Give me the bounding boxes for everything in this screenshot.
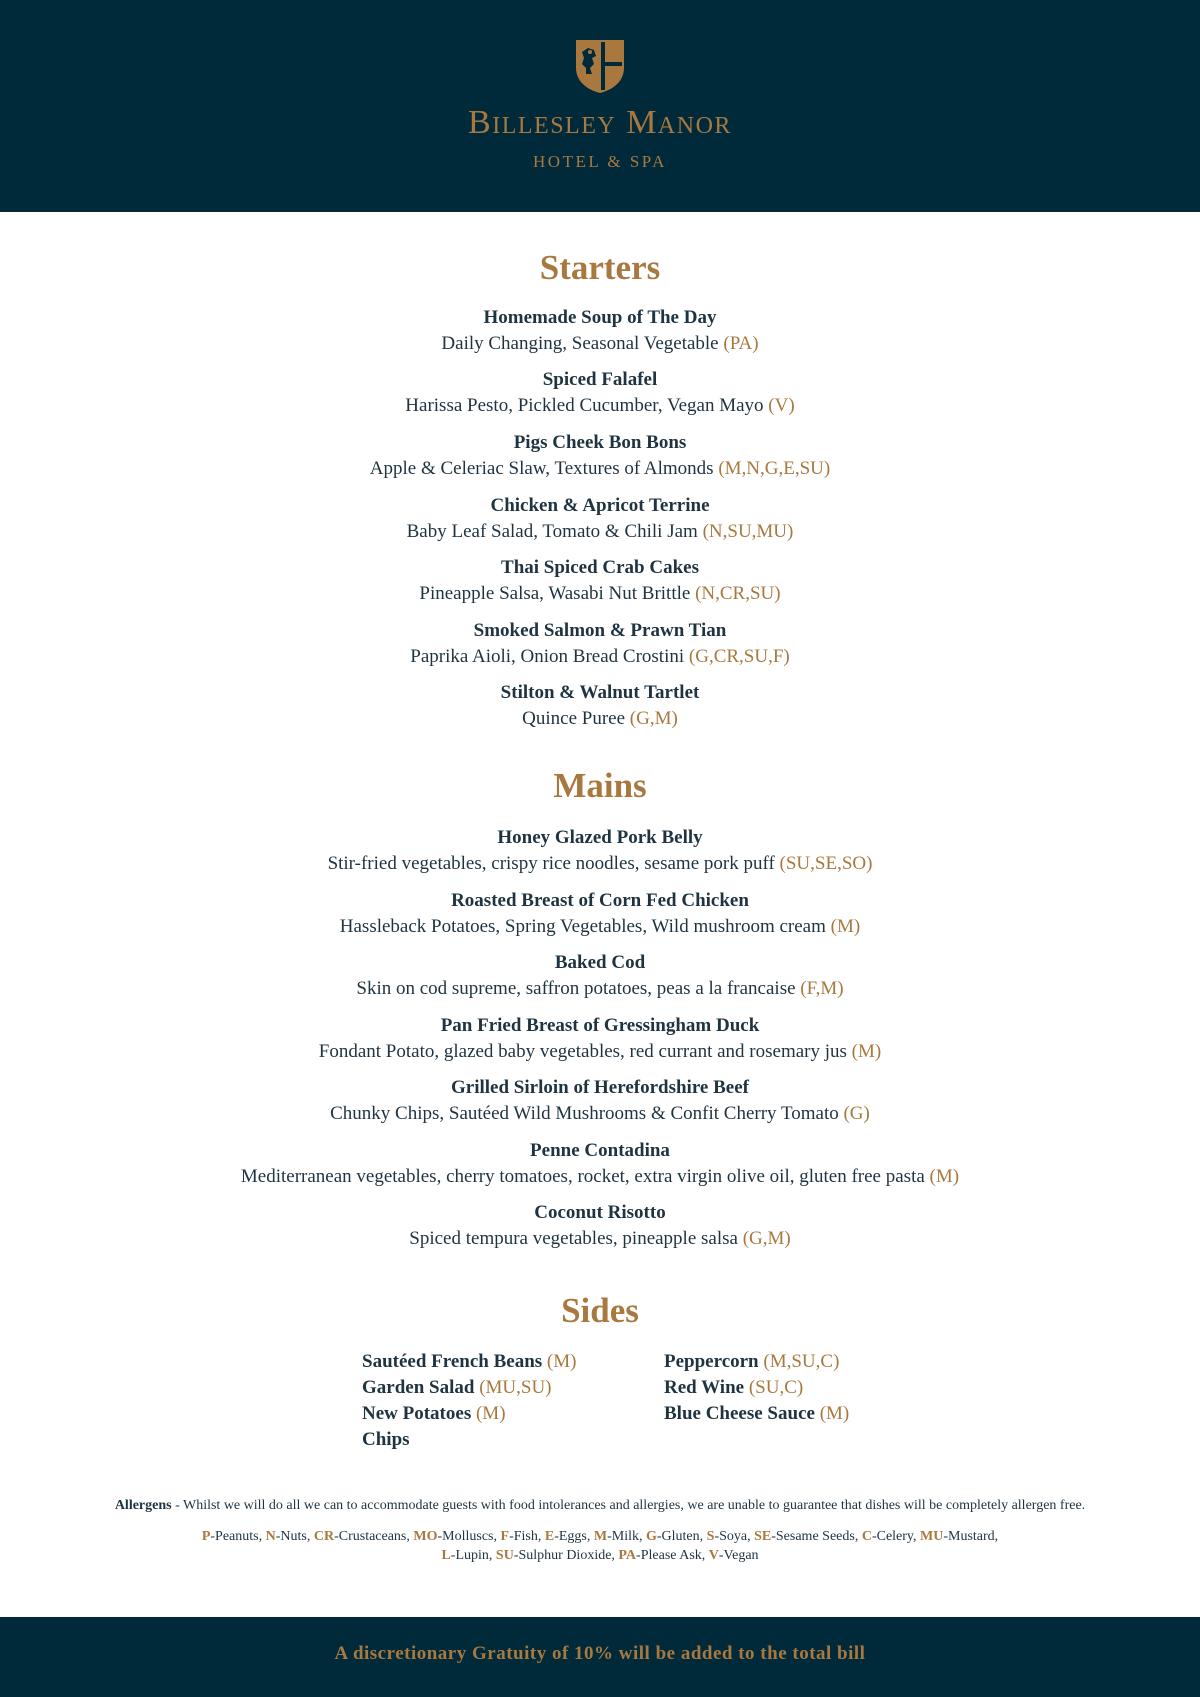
allergen-codes: (G,M)	[742, 1228, 791, 1249]
dish-name: Spiced Falafel	[542, 369, 658, 390]
menu-item	[0, 555, 1200, 607]
sides-column-right	[664, 1349, 849, 1427]
dish-name: Coconut Risotto	[534, 1202, 666, 1223]
section-title-starters: Starters	[539, 248, 661, 287]
dish-name: Baked Cod	[554, 952, 646, 973]
brand-name: Billesley Manor	[468, 104, 732, 141]
allergen-disclaimer	[0, 1498, 1200, 1514]
allergen-codes: (M)	[851, 1041, 882, 1062]
menu-item	[0, 1013, 1200, 1065]
dish-name: Penne Contadina	[530, 1140, 670, 1161]
dish-desc: Apple & Celeriac Slaw, Textures of Almonds (M,N,G,E,SU)	[369, 458, 831, 479]
menu-item	[0, 1075, 1200, 1127]
dish-desc: Chunky Chips, Sautéed Wild Mushrooms & Confit Cherry Tomato (G)	[330, 1103, 870, 1124]
dish-desc: Stir-fried vegetables, crispy rice noodles, sesame pork puff (SU,SE,SO)	[327, 853, 873, 874]
dish-desc: Pineapple Salsa, Wasabi Nut Brittle (N,CR,SU)	[419, 583, 781, 604]
allergen-key	[0, 1527, 1200, 1565]
dish-desc: Fondant Potato, glazed baby vegetables, red currant and rosemary jus (M)	[318, 1041, 882, 1062]
allergen-codes: (PA)	[723, 333, 759, 354]
allergen-codes: (SU,SE,SO)	[779, 853, 873, 874]
menu-item	[0, 305, 1200, 357]
allergen-label: Allergens	[114, 1498, 172, 1513]
sides-list	[0, 1349, 1200, 1459]
menu-item	[0, 493, 1200, 545]
dish-desc: Hassleback Potatoes, Spring Vegetables, Wild mushroom cream (M)	[339, 916, 861, 937]
dish-name: Grilled Sirloin of Herefordshire Beef	[451, 1077, 749, 1098]
side-item: Chips	[362, 1429, 410, 1450]
allergen-codes: (G,M)	[629, 708, 678, 729]
allergen-codes: (G,CR,SU,F)	[688, 646, 790, 667]
brand-subtitle: HOTEL & SPA	[533, 152, 667, 171]
dish-name: Smoked Salmon & Prawn Tian	[473, 620, 727, 641]
allergen-codes: (M)	[830, 916, 861, 937]
dish-desc: Daily Changing, Seasonal Vegetable (PA)	[441, 333, 759, 354]
side-item: Garden Salad (MU,SU)	[362, 1377, 552, 1398]
menu-item	[0, 430, 1200, 482]
dish-desc: Paprika Aioli, Onion Bread Crostini (G,CR,SU,F)	[410, 646, 790, 667]
allergen-codes: (N,SU,MU)	[702, 521, 794, 542]
dish-name: Homemade Soup of The Day	[483, 307, 717, 328]
side-item: Sautéed French Beans (M)	[362, 1351, 577, 1372]
dish-name: Honey Glazed Pork Belly	[497, 827, 703, 848]
allergen-codes: (N,CR,SU)	[695, 583, 781, 604]
allergen-codes: (G)	[843, 1103, 870, 1124]
dish-name: Stilton & Walnut Tartlet	[500, 682, 700, 703]
side-item: New Potatoes (M)	[362, 1403, 506, 1424]
dish-desc: Harissa Pesto, Pickled Cucumber, Vegan Mayo (V)	[405, 395, 795, 416]
menu-item	[0, 1200, 1200, 1252]
allergen-codes: (M)	[929, 1166, 960, 1187]
dish-desc: Skin on cod supreme, saffron potatoes, peas a la francaise (F,M)	[356, 978, 844, 999]
section-title-sides: Sides	[561, 1291, 639, 1330]
side-item: Peppercorn (M,SU,C)	[664, 1351, 840, 1372]
menu-item	[0, 618, 1200, 670]
allergen-key-line-2: L-Lupin, SU-Sulphur Dioxide, PA-Please Ask, V-Vegan	[441, 1548, 759, 1563]
menu-item	[0, 1138, 1200, 1190]
menu-item	[0, 950, 1200, 1002]
gratuity-notice: A discretionary Gratuity of 10% will be added to the total bill	[334, 1643, 866, 1664]
side-item: Red Wine (SU,C)	[664, 1377, 804, 1398]
dish-name: Thai Spiced Crab Cakes	[501, 557, 699, 578]
allergen-note-text: - Whilst we will do all we can to accommodate guests with food intolerances and allergies, we are unable to guarantee that dishes will be completely allergen free.	[171, 1498, 1086, 1513]
allergen-codes: (M,N,G,E,SU)	[718, 458, 831, 479]
dish-name: Pigs Cheek Bon Bons	[513, 432, 687, 453]
sides-column-left	[362, 1349, 576, 1453]
dish-name: Roasted Breast of Corn Fed Chicken	[451, 890, 749, 911]
section-title-mains: Mains	[553, 766, 647, 805]
dish-desc: Mediterranean vegetables, cherry tomatoes, rocket, extra virgin olive oil, gluten free pasta (M)	[240, 1166, 960, 1187]
dish-name: Pan Fried Breast of Gressingham Duck	[440, 1015, 760, 1036]
menu-item	[0, 888, 1200, 940]
dish-desc: Spiced tempura vegetables, pineapple salsa (G,M)	[409, 1228, 791, 1249]
heraldic-shield-icon	[574, 38, 626, 94]
dish-name: Chicken & Apricot Terrine	[490, 495, 710, 516]
menu-item	[0, 825, 1200, 877]
allergen-codes: (F,M)	[800, 978, 844, 999]
menu-item	[0, 367, 1200, 419]
allergen-codes: (V)	[768, 395, 795, 416]
menu-item	[0, 680, 1200, 732]
dish-desc: Quince Puree (G,M)	[522, 708, 678, 729]
header-banner	[0, 0, 1200, 212]
footer-banner	[0, 1617, 1200, 1697]
dish-desc: Baby Leaf Salad, Tomato & Chili Jam (N,SU,MU)	[406, 521, 794, 542]
side-item: Blue Cheese Sauce (M)	[664, 1403, 850, 1424]
allergen-key-line-1: P-Peanuts, N-Nuts, CR-Crustaceans, MO-Molluscs, F-Fish, E-Eggs, M-Milk, G-Gluten, S-Soya, SE-Sesame Seeds, C-Celery, MU-Mustard,	[201, 1529, 999, 1544]
